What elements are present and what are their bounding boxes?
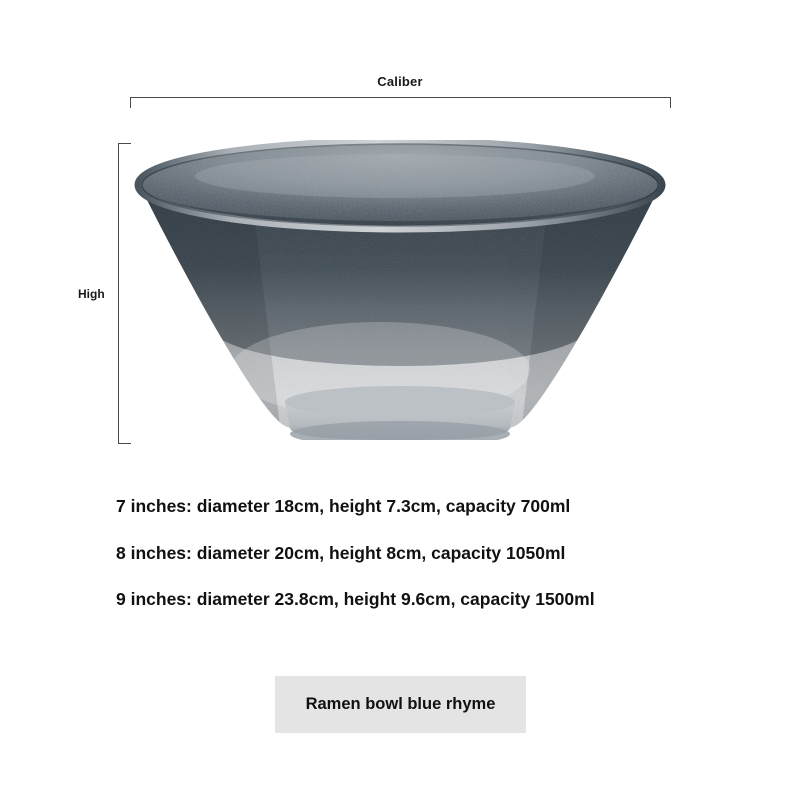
product-title-chip	[275, 676, 526, 733]
caliber-dimension-line	[130, 97, 670, 98]
product-title: Ramen bowl blue rhyme	[305, 695, 496, 713]
spec-line-7-inch: 7 inches: diameter 18cm, height 7.3cm, capacity 700ml	[116, 496, 571, 516]
spec-list	[116, 498, 736, 638]
caliber-tick-right	[670, 97, 671, 108]
height-dimension-label: High	[78, 287, 105, 301]
spec-line-9-inch: 9 inches: diameter 23.8cm, height 9.6cm, capacity 1500ml	[116, 589, 595, 609]
height-tick-bottom	[118, 443, 131, 444]
spec-line-8-inch: 8 inches: diameter 20cm, height 8cm, capacity 1050ml	[116, 542, 566, 563]
caliber-tick-left	[130, 97, 131, 108]
height-dimension-line	[118, 143, 119, 443]
ramen-bowl-image	[130, 140, 670, 440]
bowl-illustration	[130, 140, 670, 440]
caliber-dimension-label: Caliber	[377, 74, 423, 89]
